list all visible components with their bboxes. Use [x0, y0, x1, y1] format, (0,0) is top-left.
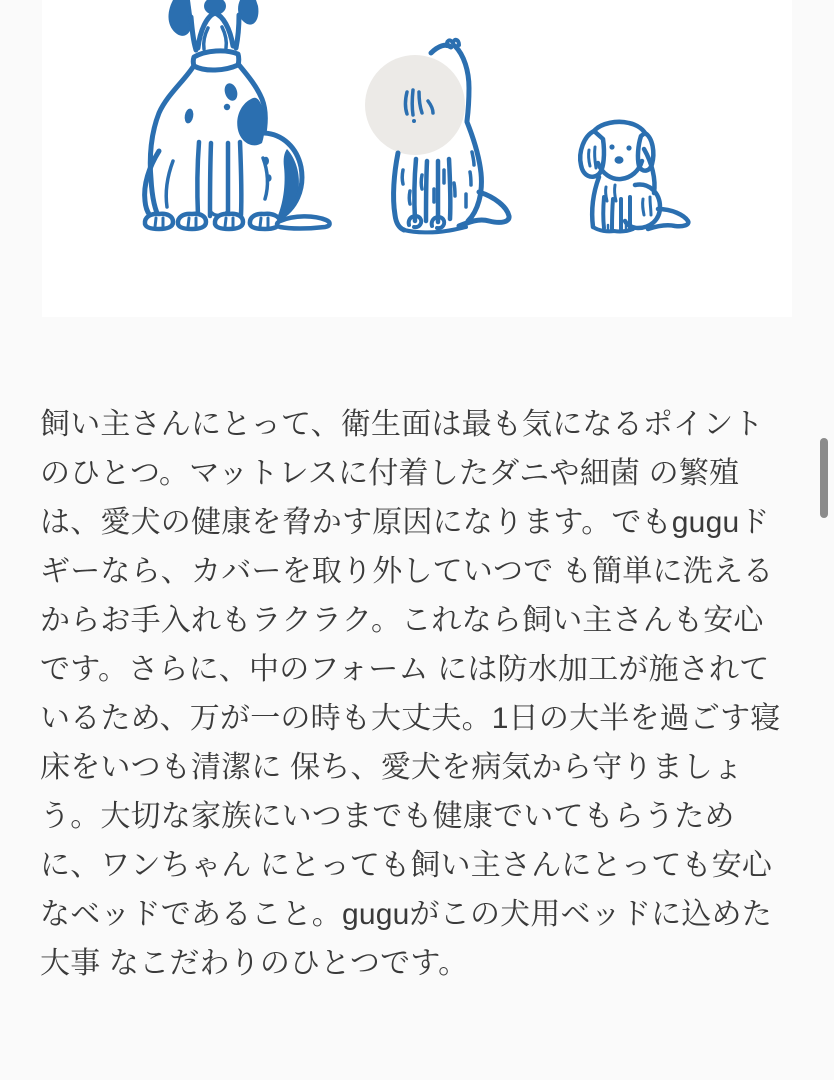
text-line: 飼い主さんにとって、衛生面は最も気になるポイント: [40, 408, 764, 441]
product-illustration-card: [42, 0, 792, 317]
text-line: う。大切な家族にいつまでも健康でいてもらうため: [40, 800, 735, 833]
text-line: のひとつ。マットレスに付着したダニや細菌 の繁殖: [40, 457, 740, 490]
text-line: なベッドであること。guguがこの犬用ベッドに込めた: [40, 898, 772, 931]
text-line: 大事 なこだわりのひとつです。: [40, 947, 469, 980]
text-line: からお手入れもラクラク。これなら飼い主さんも安心: [40, 604, 764, 637]
text-line: 床をいつも清潔に 保ち、愛犬を病気から守りましょ: [40, 751, 744, 784]
large-spotted-dog-illustration: [145, 0, 330, 229]
text-line: いるため、万が一の時も大丈夫。1日の大半を過ごす寝: [40, 702, 781, 735]
dogs-illustration: [42, 0, 792, 317]
shaggy-dog-illustration: [365, 40, 509, 233]
text-line: ギーなら、カバーを取り外していつで も簡単に洗える: [40, 555, 774, 588]
text-line: です。さらに、中のフォーム には防水加工が施されて: [40, 653, 770, 686]
puppy-illustration: [580, 122, 688, 232]
text-line: は、愛犬の健康を脅かす原因になります。でもguguド: [40, 506, 770, 539]
scrollbar-thumb[interactable]: [820, 438, 828, 518]
text-line: に、ワンちゃん にとっても飼い主さんにとっても安心: [40, 849, 773, 882]
face-blur-circle: [365, 55, 465, 155]
product-description: [40, 400, 786, 988]
